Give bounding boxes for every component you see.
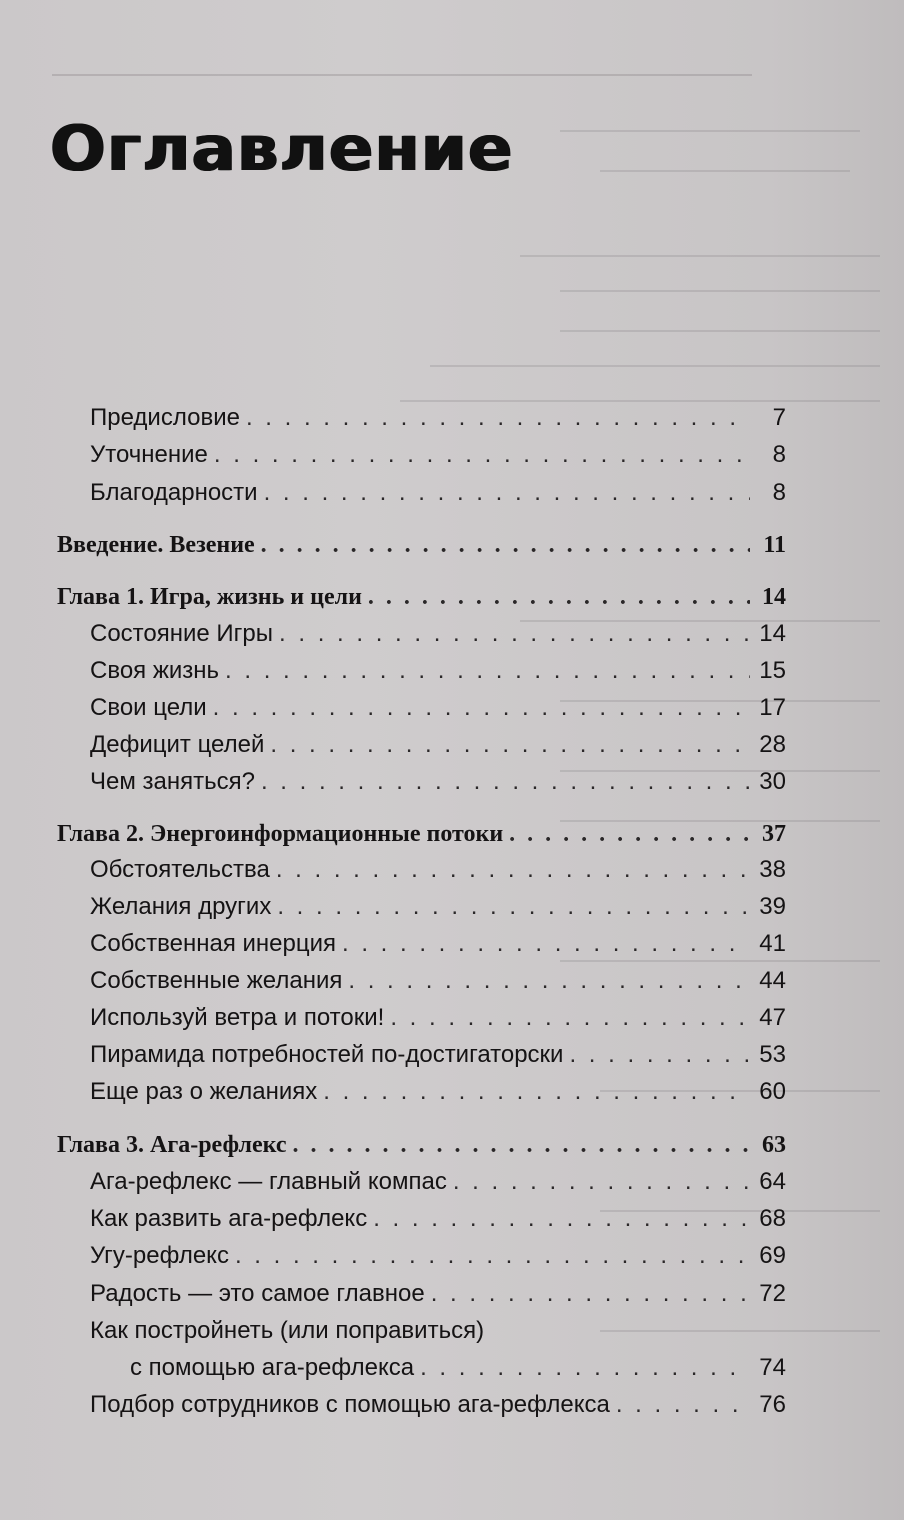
dot-leader — [569, 1037, 750, 1073]
dot-leader — [235, 1238, 750, 1274]
dot-leader — [264, 475, 750, 511]
toc-page-number: 76 — [759, 1391, 786, 1418]
dot-leader — [390, 1000, 750, 1036]
toc-entry-title: Собственные желания — [90, 967, 343, 994]
toc-entry — [90, 475, 786, 511]
toc-entry — [90, 764, 786, 800]
toc-entry — [90, 1387, 786, 1423]
dot-leader — [420, 1350, 750, 1386]
toc-entry — [90, 1000, 786, 1036]
toc-page-number: 28 — [759, 731, 786, 758]
toc-entry-title: Подбор сотрудников с помощью ага-рефлекса — [90, 1391, 610, 1418]
toc-entry — [130, 1350, 786, 1386]
toc-entry-title: Угу-рефлекс — [90, 1242, 229, 1269]
toc-chapter-entry — [57, 527, 786, 563]
toc-entry-title: Обстоятельства — [90, 856, 270, 883]
toc-page-number: 37 — [762, 821, 786, 847]
toc-entry-title: Чем заняться? — [90, 768, 255, 795]
toc-entry — [90, 1037, 786, 1073]
dot-leader — [261, 527, 750, 563]
dot-leader — [348, 963, 750, 999]
dot-leader — [342, 926, 750, 962]
dot-leader — [276, 852, 750, 888]
dot-leader — [616, 1387, 750, 1423]
toc-entry — [90, 852, 786, 888]
toc-entry — [90, 963, 786, 999]
toc-page-number: 14 — [759, 620, 786, 647]
dot-leader — [431, 1276, 750, 1312]
toc-entry — [90, 1238, 786, 1274]
dot-leader — [509, 816, 750, 852]
toc-entry-title: Предисловие — [90, 404, 240, 431]
toc-entry-title: Состояние Игры — [90, 620, 274, 647]
toc-entry-title: Еще раз о желаниях — [90, 1078, 318, 1105]
toc-entry-title: Радость — это самое главное — [90, 1280, 425, 1307]
toc-entry-title: с помощью ага-рефлекса — [130, 1354, 415, 1381]
toc-page-number: 8 — [772, 479, 786, 506]
toc-page-number: 41 — [759, 930, 786, 957]
toc-entry-title: Уточнение — [90, 441, 208, 468]
toc-entry-title: Пирамида потребностей по-достигаторски — [90, 1041, 564, 1068]
toc-page-number: 60 — [759, 1078, 786, 1105]
toc-entry — [90, 653, 786, 689]
toc-entry — [90, 1074, 786, 1110]
toc-entry-title: Как развить ага-рефлекс — [90, 1205, 368, 1232]
toc-page-number: 63 — [762, 1132, 786, 1158]
toc-entry — [90, 727, 786, 763]
toc-entry — [90, 1201, 786, 1237]
toc-entry — [90, 1276, 786, 1312]
toc-entry — [90, 690, 786, 726]
toc-entry-title: Как постройнеть (или поправиться) — [90, 1317, 485, 1344]
dot-leader — [373, 1201, 750, 1237]
toc-entry — [90, 400, 786, 436]
toc-page-number: 8 — [772, 441, 786, 468]
toc-entry-title: Глава 2. Энергоинформационные потоки — [57, 821, 504, 847]
dot-leader — [261, 764, 750, 800]
toc-page-number: 11 — [763, 532, 786, 558]
toc-page-number: 39 — [759, 893, 786, 920]
toc-entry-title: Желания других — [90, 893, 272, 920]
dot-leader — [293, 1127, 750, 1163]
toc-chapter-entry — [57, 816, 786, 852]
toc-entry-title: Глава 3. Ага-рефлекс — [57, 1132, 287, 1158]
toc-entry-title: Своя жизнь — [90, 657, 220, 684]
toc-entry-title: Ага-рефлекс — главный компас — [90, 1168, 447, 1195]
toc-entry-title: Используй ветра и потоки! — [90, 1004, 385, 1031]
dot-leader — [214, 437, 750, 473]
toc-entry — [90, 1164, 786, 1200]
dot-leader — [246, 400, 750, 436]
toc-entry — [90, 437, 786, 473]
toc-page-number: 72 — [759, 1280, 786, 1307]
toc-entry-title: Собственная инерция — [90, 930, 336, 957]
toc-entry-title: Свои цели — [90, 694, 207, 721]
toc-page-number: 47 — [759, 1004, 786, 1031]
dot-leader — [213, 690, 750, 726]
page-title: Оглавление — [50, 112, 514, 185]
toc-page-number: 53 — [759, 1041, 786, 1068]
toc-entry-title: Дефицит целей — [90, 731, 265, 758]
toc-page-number: 68 — [759, 1205, 786, 1232]
dot-leader — [279, 616, 750, 652]
toc-page-number: 69 — [759, 1242, 786, 1269]
toc-page-number: 44 — [759, 967, 786, 994]
toc-page-number: 64 — [759, 1168, 786, 1195]
toc-entry — [90, 1313, 786, 1349]
dot-leader — [270, 727, 750, 763]
dot-leader — [225, 653, 750, 689]
toc-entry-title: Благодарности — [90, 479, 258, 506]
toc-page-number: 17 — [759, 694, 786, 721]
toc-entry — [90, 889, 786, 925]
dot-leader — [323, 1074, 750, 1110]
dot-leader — [453, 1164, 750, 1200]
toc-chapter-entry — [57, 579, 786, 615]
toc-entry-title: Глава 1. Игра, жизнь и цели — [57, 584, 362, 610]
toc-chapter-entry — [57, 1127, 786, 1163]
toc-page-number: 15 — [759, 657, 786, 684]
toc-page-number: 74 — [759, 1354, 786, 1381]
toc-page-number: 38 — [759, 856, 786, 883]
toc-page-number: 30 — [759, 768, 786, 795]
dot-leader — [277, 889, 750, 925]
toc-page-number: 14 — [762, 584, 786, 610]
dot-leader — [368, 579, 750, 615]
toc-entry — [90, 926, 786, 962]
toc-entry — [90, 616, 786, 652]
toc-entry-title: Введение. Везение — [57, 532, 255, 558]
toc-page-number: 7 — [772, 404, 786, 431]
